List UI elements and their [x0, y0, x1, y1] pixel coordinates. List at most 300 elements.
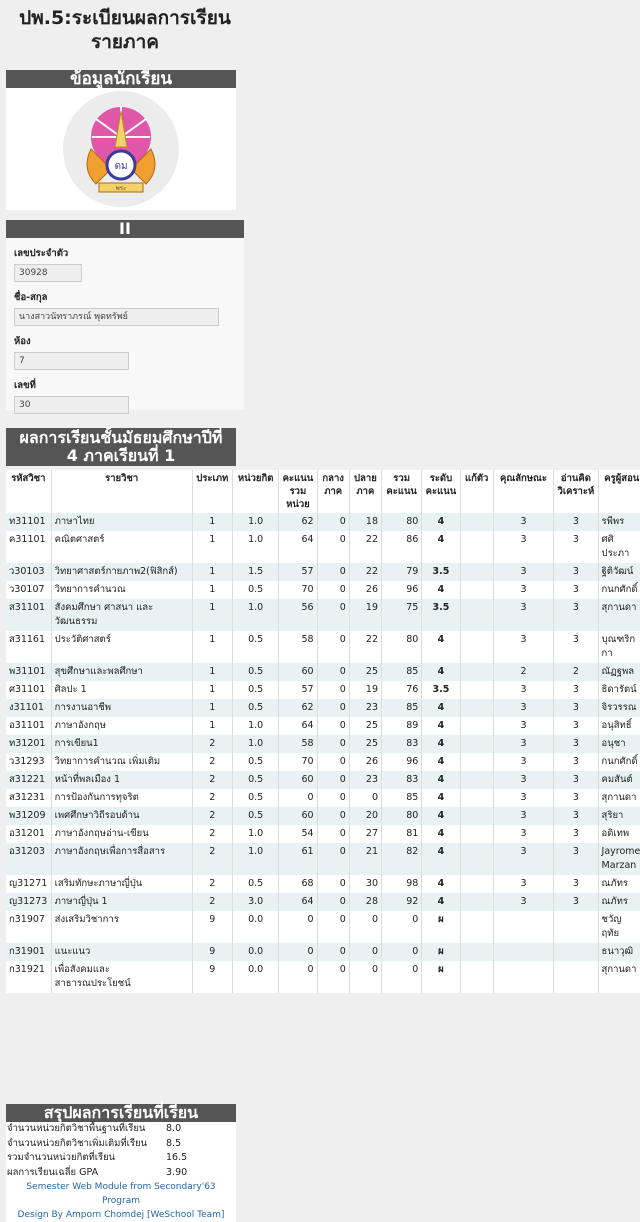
table-cell: 64 [279, 717, 317, 735]
table-cell: 4 [422, 843, 460, 875]
result-heading-line-2: 4 ภาคเรียนที่ 1 [66, 446, 176, 465]
table-cell: 0 [317, 875, 349, 893]
table-cell: 89 [382, 717, 422, 735]
table-cell: 3 [554, 681, 598, 699]
student-info-card [6, 220, 244, 410]
table-cell: 0 [349, 961, 381, 993]
table-cell: ศศิ ประภา [598, 531, 640, 563]
table-cell: 9 [192, 943, 232, 961]
table-row [6, 943, 640, 961]
column-header: รหัสวิชา [6, 470, 51, 513]
table-cell: 4 [422, 875, 460, 893]
table-cell: ผ [422, 911, 460, 943]
table-cell: ภาษาญี่ปุ่น 1 [51, 893, 192, 911]
table-cell [460, 513, 493, 531]
table-cell: ศิลปะ 1 [51, 681, 192, 699]
table-cell: 3 [554, 807, 598, 825]
table-cell: 96 [382, 753, 422, 771]
table-cell: ฐิติวัฒน์ [598, 563, 640, 581]
student-section-header: ข้อมูลนักเรียน [6, 70, 236, 88]
student-logo-card [6, 70, 236, 210]
table-cell: 1 [192, 513, 232, 531]
room-label: ห้อง [14, 336, 31, 347]
summary-value: 8.5 [166, 1137, 182, 1149]
table-cell: 22 [349, 563, 381, 581]
table-cell: 0.5 [232, 875, 278, 893]
table-cell: สุกานดา [598, 789, 640, 807]
table-cell: 28 [349, 893, 381, 911]
table-cell [460, 531, 493, 563]
table-cell: 4 [422, 789, 460, 807]
table-cell: ส31231 [6, 789, 51, 807]
table-cell: 3 [554, 581, 598, 599]
table-cell: 58 [279, 735, 317, 753]
table-cell: 0 [317, 663, 349, 681]
table-row [6, 699, 640, 717]
table-cell: 0.5 [232, 681, 278, 699]
table-cell: 0 [382, 911, 422, 943]
table-cell [554, 911, 598, 943]
table-cell: 4 [422, 717, 460, 735]
table-cell: 80 [382, 513, 422, 531]
table-row [6, 681, 640, 699]
result-heading-line-1: ผลการเรียนชั้นมัธยมศึกษาปีที่ [19, 428, 223, 447]
table-row [6, 599, 640, 631]
table-cell: 23 [349, 699, 381, 717]
table-cell: 3 [493, 563, 553, 581]
table-cell: 1.5 [232, 563, 278, 581]
table-cell: 4 [422, 513, 460, 531]
table-cell: 3.5 [422, 563, 460, 581]
table-cell [493, 961, 553, 993]
table-cell: 0 [317, 563, 349, 581]
student-id-label: เลขประจำตัว [14, 248, 69, 259]
table-cell: 0.5 [232, 753, 278, 771]
table-cell: ภาษาอังกฤษ [51, 717, 192, 735]
table-cell: 86 [382, 531, 422, 563]
column-header: อ่านคิด วิเคราะห์ [554, 470, 598, 513]
table-cell: 0 [382, 961, 422, 993]
table-cell: 0 [317, 825, 349, 843]
table-cell: 4 [422, 893, 460, 911]
table-cell: 0 [317, 531, 349, 563]
table-cell: 2 [192, 825, 232, 843]
table-cell: 70 [279, 753, 317, 771]
table-cell: 20 [349, 807, 381, 825]
table-row [6, 631, 640, 663]
table-cell: 0 [317, 961, 349, 993]
table-row [6, 789, 640, 807]
table-cell: 3 [554, 631, 598, 663]
table-cell: 4 [422, 771, 460, 789]
column-header: หน่วยกิต [232, 470, 278, 513]
table-cell: 25 [349, 717, 381, 735]
table-cell: กนกศักดิ์ [598, 753, 640, 771]
table-cell: ธนาวุฒิ [598, 943, 640, 961]
table-cell: 0 [317, 789, 349, 807]
table-cell: 0 [317, 631, 349, 663]
table-cell: 22 [349, 531, 381, 563]
table-cell [460, 631, 493, 663]
table-cell: 0 [317, 771, 349, 789]
table-cell: 60 [279, 771, 317, 789]
table-cell: 3 [493, 807, 553, 825]
table-cell: 80 [382, 631, 422, 663]
table-row [6, 875, 640, 893]
table-cell: 0 [317, 943, 349, 961]
table-cell: ก31907 [6, 911, 51, 943]
table-cell: 3 [493, 631, 553, 663]
summary-row [6, 1122, 236, 1137]
svg-text:ตม: ตม [114, 161, 128, 172]
table-cell: 3.5 [422, 599, 460, 631]
table-row [6, 843, 640, 875]
table-cell: 3 [554, 825, 598, 843]
info-section-header: II [6, 220, 244, 238]
table-cell: ท31101 [6, 513, 51, 531]
table-cell: เสริมทักษะภาษาญี่ปุ่น [51, 875, 192, 893]
table-cell: 0 [317, 681, 349, 699]
table-cell: 3 [554, 513, 598, 531]
table-cell: 1.0 [232, 513, 278, 531]
page-title [0, 0, 250, 54]
table-cell: 3 [554, 599, 598, 631]
table-cell [460, 943, 493, 961]
table-cell: 85 [382, 699, 422, 717]
table-cell: 19 [349, 681, 381, 699]
table-cell: ค31101 [6, 531, 51, 563]
table-cell: 25 [349, 663, 381, 681]
school-emblem-icon [71, 99, 171, 199]
table-cell: 80 [382, 807, 422, 825]
table-cell [460, 563, 493, 581]
room-field[interactable]: 7 [14, 352, 129, 370]
table-row [6, 513, 640, 531]
table-cell [460, 753, 493, 771]
table-cell: 0 [317, 699, 349, 717]
table-cell: 75 [382, 599, 422, 631]
table-cell [460, 581, 493, 599]
table-cell: 60 [279, 807, 317, 825]
table-cell: 0 [279, 943, 317, 961]
table-cell: ศ31101 [6, 681, 51, 699]
grades-table [6, 470, 640, 993]
table-cell: ธิดารัตน์ [598, 681, 640, 699]
table-cell: รพีพร [598, 513, 640, 531]
table-cell: 85 [382, 663, 422, 681]
table-cell: 3 [554, 875, 598, 893]
table-cell: 2 [192, 893, 232, 911]
table-cell: ภาษาไทย [51, 513, 192, 531]
table-cell: ภาษาอังกฤษอ่าน-เขียน [51, 825, 192, 843]
table-cell: 60 [279, 663, 317, 681]
table-cell: ผ [422, 961, 460, 993]
table-cell [460, 807, 493, 825]
column-header: ระดับ คะแนน [422, 470, 460, 513]
table-cell: 3 [554, 531, 598, 563]
table-cell [460, 735, 493, 753]
table-cell: 27 [349, 825, 381, 843]
table-cell: อดิเทพ [598, 825, 640, 843]
table-cell: สุริยา [598, 807, 640, 825]
table-cell: 83 [382, 771, 422, 789]
table-cell: 26 [349, 581, 381, 599]
student-id-field[interactable]: 30928 [14, 264, 82, 282]
logo-caption: พระ [115, 185, 127, 192]
table-cell: การงานอาชีพ [51, 699, 192, 717]
table-cell: 3 [554, 699, 598, 717]
footer-program-link[interactable]: Semester Web Module from Secondary'63 Program [6, 1180, 236, 1208]
table-cell: 3 [493, 825, 553, 843]
title-line-1: ปพ.5:ระเบียนผลการเรียน [19, 7, 231, 29]
table-cell: 4 [422, 631, 460, 663]
table-cell: 68 [279, 875, 317, 893]
table-cell: หน้าที่พลเมือง 1 [51, 771, 192, 789]
table-cell: 0 [279, 789, 317, 807]
table-cell: อนุสิทธิ์ [598, 717, 640, 735]
table-cell: สุกานดา [598, 599, 640, 631]
table-cell: 76 [382, 681, 422, 699]
table-cell: 26 [349, 753, 381, 771]
school-logo [63, 91, 179, 207]
table-cell: 0 [349, 943, 381, 961]
table-cell: 0 [317, 581, 349, 599]
table-cell: อ31201 [6, 825, 51, 843]
table-cell [460, 771, 493, 789]
table-cell: 3 [554, 789, 598, 807]
table-cell: 0.0 [232, 943, 278, 961]
table-cell: 3 [493, 599, 553, 631]
column-header: ปลาย ภาค [349, 470, 381, 513]
table-cell: ญ31271 [6, 875, 51, 893]
student-name-label: ชื่อ-สกุล [14, 292, 48, 303]
table-cell: 22 [349, 631, 381, 663]
table-cell: 0 [317, 807, 349, 825]
table-cell [460, 663, 493, 681]
column-header: รวม คะแนน [382, 470, 422, 513]
table-row [6, 753, 640, 771]
table-cell: การป้องกันการทุจริต [51, 789, 192, 807]
table-cell: 1 [192, 563, 232, 581]
table-cell: ส31161 [6, 631, 51, 663]
summary-value: 3.90 [166, 1166, 188, 1178]
result-heading [6, 428, 236, 466]
table-cell: 1.0 [232, 825, 278, 843]
summary-label: รวมจำนวนหน่วยกิตที่เรียน [7, 1152, 116, 1163]
table-cell: 25 [349, 735, 381, 753]
table-row [6, 771, 640, 789]
table-cell: พ31209 [6, 807, 51, 825]
table-cell: 2 [192, 735, 232, 753]
table-row [6, 735, 640, 753]
table-cell: 96 [382, 581, 422, 599]
table-cell: 0.5 [232, 789, 278, 807]
table-cell: 2 [554, 663, 598, 681]
table-cell: 58 [279, 631, 317, 663]
table-cell: 1 [192, 599, 232, 631]
table-cell: 3.0 [232, 893, 278, 911]
table-cell: 9 [192, 911, 232, 943]
table-cell: 4 [422, 735, 460, 753]
table-cell: 83 [382, 735, 422, 753]
table-cell: 4 [422, 807, 460, 825]
table-cell: 2 [192, 771, 232, 789]
table-row [6, 893, 640, 911]
table-cell [460, 843, 493, 875]
table-cell [460, 961, 493, 993]
table-cell: บุณฑริก กา [598, 631, 640, 663]
table-cell: 3 [493, 753, 553, 771]
table-cell: 0 [279, 961, 317, 993]
summary-value: 16.5 [166, 1152, 188, 1163]
table-cell: 1.0 [232, 717, 278, 735]
table-cell: 79 [382, 563, 422, 581]
table-cell: 1.0 [232, 599, 278, 631]
table-cell: 3 [554, 735, 598, 753]
table-row [6, 961, 640, 993]
table-cell [460, 825, 493, 843]
table-cell: 0 [317, 911, 349, 943]
table-cell: อ31101 [6, 717, 51, 735]
table-cell: ญ31273 [6, 893, 51, 911]
table-cell: อนุชา [598, 735, 640, 753]
table-cell: วิทยาการคำนวณ เพิ่มเติม [51, 753, 192, 771]
table-cell: 0.5 [232, 631, 278, 663]
summary-label: จำนวนหน่วยกิตวิชาพื้นฐานที่เรียน [7, 1123, 146, 1134]
column-header: คะแนน รวม หน่วย [279, 470, 317, 513]
table-cell: 57 [279, 563, 317, 581]
table-cell: สุกานดา [598, 961, 640, 993]
table-cell: 2 [192, 843, 232, 875]
table-cell [460, 717, 493, 735]
table-cell: ง31101 [6, 699, 51, 717]
table-cell: 3 [493, 581, 553, 599]
table-cell: 3 [493, 681, 553, 699]
table-cell: 4 [422, 699, 460, 717]
table-cell: 3 [493, 531, 553, 563]
table-cell [554, 943, 598, 961]
table-cell: 0 [317, 843, 349, 875]
table-row [6, 911, 640, 943]
table-cell: 0 [317, 893, 349, 911]
table-cell: 3 [554, 753, 598, 771]
table-cell: 3 [493, 893, 553, 911]
table-cell: 1 [192, 663, 232, 681]
table-cell: 62 [279, 513, 317, 531]
table-row [6, 581, 640, 599]
table-cell: สุขศึกษาและพลศึกษา [51, 663, 192, 681]
title-line-2: รายภาค [91, 31, 159, 53]
summary-section [6, 1104, 236, 1222]
table-cell: 3 [493, 771, 553, 789]
table-cell: วิทยาศาสตร์กายภาพ2(ฟิสิกส์) [51, 563, 192, 581]
table-cell: ส่งเสริมวิชาการ [51, 911, 192, 943]
table-cell: 98 [382, 875, 422, 893]
number-field[interactable]: 30 [14, 396, 129, 414]
table-cell: 9 [192, 961, 232, 993]
table-cell: ว30103 [6, 563, 51, 581]
table-cell: 0.5 [232, 663, 278, 681]
table-cell: 1 [192, 531, 232, 563]
table-cell: 18 [349, 513, 381, 531]
table-cell: 0.5 [232, 807, 278, 825]
table-cell: คณิตศาสตร์ [51, 531, 192, 563]
table-cell: 70 [279, 581, 317, 599]
table-row [6, 663, 640, 681]
table-cell: 4 [422, 531, 460, 563]
table-cell [460, 681, 493, 699]
table-cell: 85 [382, 789, 422, 807]
table-cell: 1.0 [232, 735, 278, 753]
table-cell: 2 [493, 663, 553, 681]
student-name-field[interactable]: นางสาวนัทราภรณ์ พุดทรัพย์ [14, 308, 219, 326]
table-cell: คมสันต์ [598, 771, 640, 789]
table-cell: 3 [554, 771, 598, 789]
table-cell [460, 699, 493, 717]
table-row [6, 717, 640, 735]
table-cell: 0 [317, 735, 349, 753]
table-cell: ท31201 [6, 735, 51, 753]
number-label: เลขที่ [14, 380, 36, 391]
column-header: ครูผู้สอน [598, 470, 640, 513]
table-cell: ชวัญ ฤทัย [598, 911, 640, 943]
summary-row [6, 1137, 236, 1152]
table-row [6, 807, 640, 825]
table-cell: 1 [192, 717, 232, 735]
table-cell: ส31221 [6, 771, 51, 789]
table-cell: ว30107 [6, 581, 51, 599]
table-cell: 0.0 [232, 911, 278, 943]
table-cell: พ31101 [6, 663, 51, 681]
table-cell: 57 [279, 681, 317, 699]
table-cell: 1 [192, 681, 232, 699]
table-cell: Jayrome Marzan [598, 843, 640, 875]
table-cell: ประวัติศาสตร์ [51, 631, 192, 663]
table-cell: จิรวรรณ [598, 699, 640, 717]
table-cell: 0 [317, 513, 349, 531]
table-cell: 0 [317, 717, 349, 735]
table-cell: 4 [422, 663, 460, 681]
table-cell: 0.5 [232, 699, 278, 717]
table-cell: 64 [279, 893, 317, 911]
table-cell [493, 911, 553, 943]
table-cell: 1.0 [232, 531, 278, 563]
table-cell: 0.5 [232, 771, 278, 789]
table-cell: 19 [349, 599, 381, 631]
table-cell: ณภัทร [598, 875, 640, 893]
table-cell: 0.5 [232, 581, 278, 599]
summary-label: ผลการเรียนเฉลี่ย GPA [7, 1166, 99, 1178]
table-cell: 3 [493, 875, 553, 893]
table-cell: 3 [554, 893, 598, 911]
table-cell: 3 [493, 699, 553, 717]
table-cell: 2 [192, 753, 232, 771]
footer-credit-link[interactable]: Design By Amporn Chomdej [WeSchool Team] [6, 1208, 236, 1222]
table-cell [460, 911, 493, 943]
table-cell: 0 [317, 599, 349, 631]
table-row [6, 825, 640, 843]
table-cell: 3 [493, 717, 553, 735]
summary-value: 8.0 [166, 1123, 182, 1134]
table-cell: การเขียน1 [51, 735, 192, 753]
table-cell: 4 [422, 581, 460, 599]
table-cell: 64 [279, 531, 317, 563]
column-header: คุณลักษณะ [493, 470, 553, 513]
table-cell: 2 [192, 807, 232, 825]
table-cell: กนกศักดิ์ [598, 581, 640, 599]
column-header: กลาง ภาค [317, 470, 349, 513]
table-cell: ผ [422, 943, 460, 961]
